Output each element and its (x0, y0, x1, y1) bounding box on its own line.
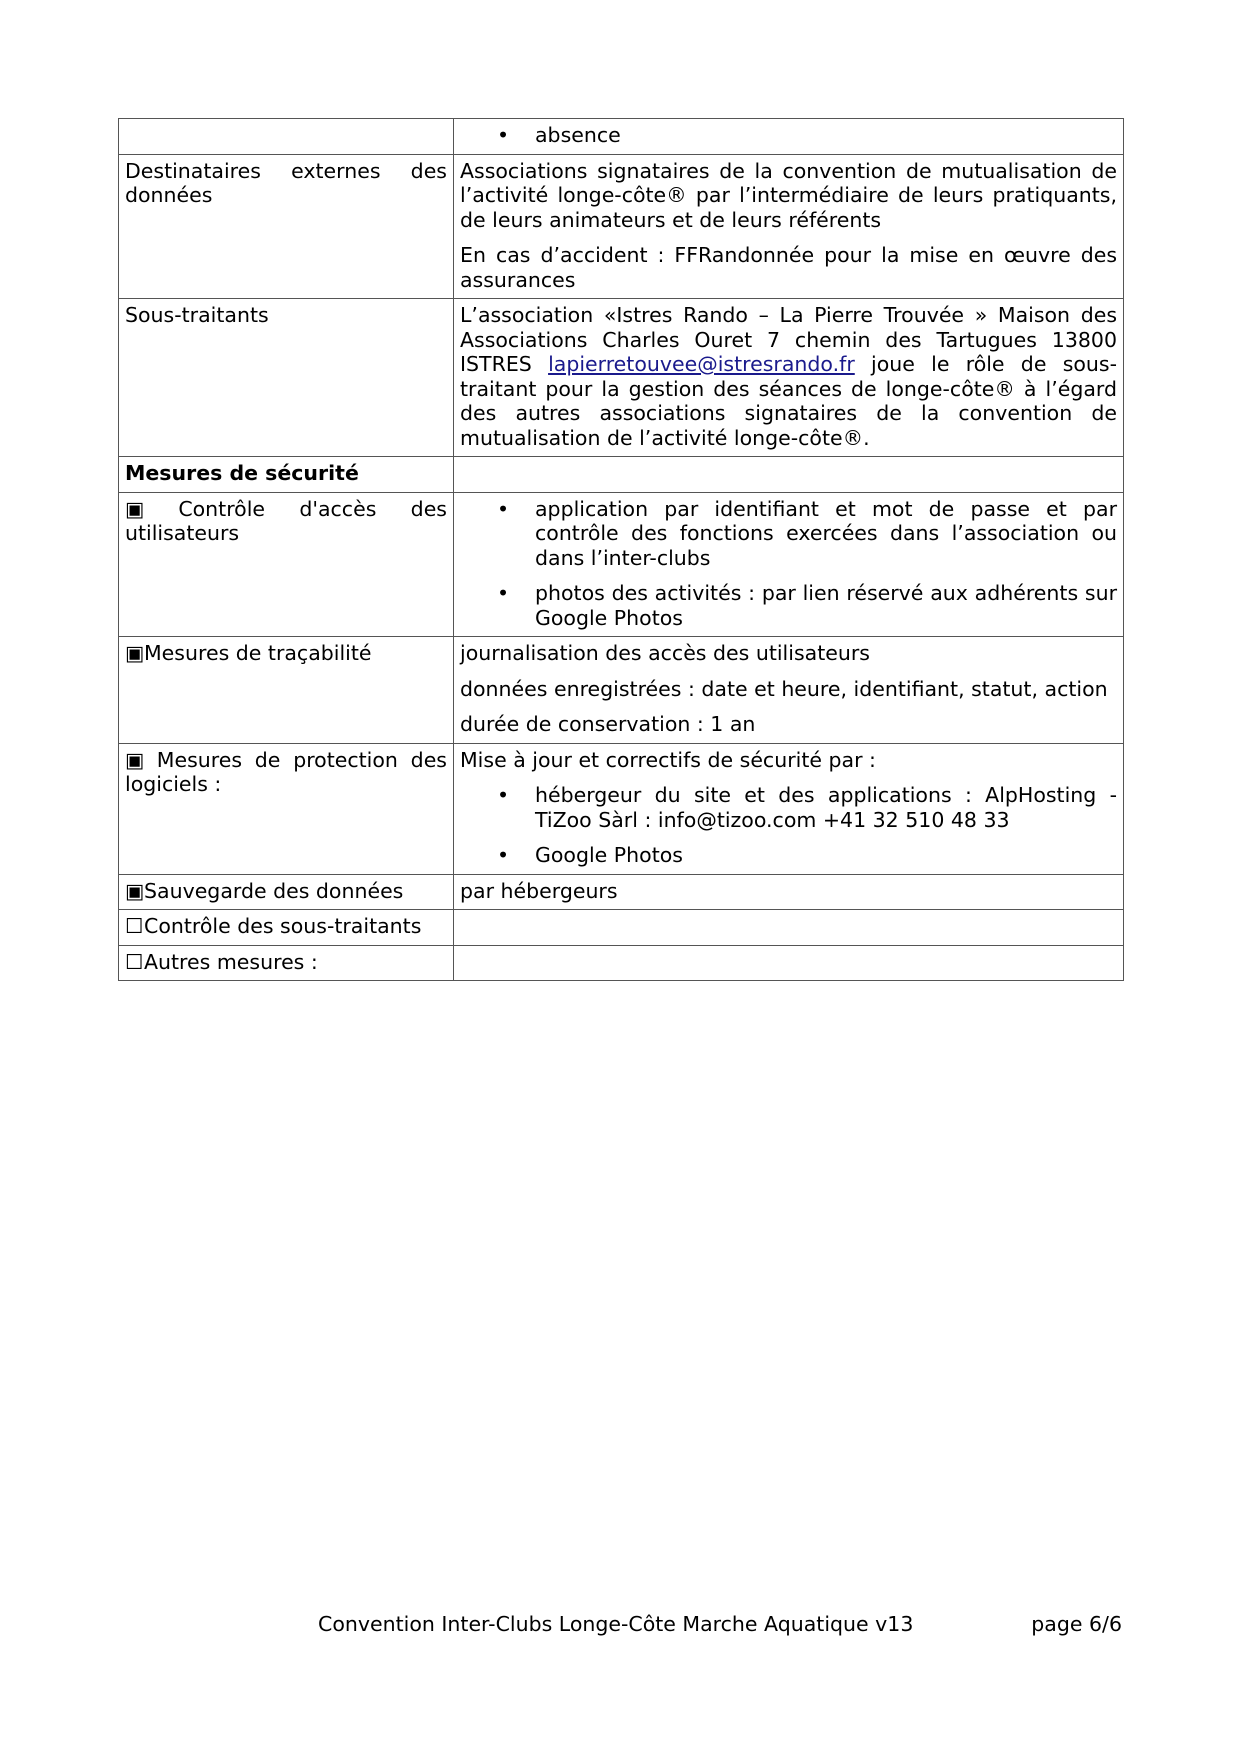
checkbox-checked-icon: ▣ (125, 641, 145, 665)
checkbox-empty-icon: ☐ (125, 949, 144, 974)
sauvegarde-value: par hébergeurs (460, 878, 618, 903)
label-cell (119, 154, 454, 299)
label-cell (119, 299, 454, 457)
value-cell (454, 299, 1124, 457)
list-item: • photos des activités : par lien réservé aux adhérents sur Google Photos (460, 581, 1117, 630)
value-cell (454, 743, 1124, 874)
table-row (119, 492, 1124, 637)
list-item: • Google Photos (460, 843, 1117, 868)
label-cell (119, 637, 454, 744)
tracabilite-label: Mesures de traçabilité (144, 641, 372, 665)
protection-intro: Mise à jour et correctifs de sécurité par : (460, 747, 876, 772)
label-cell (119, 874, 454, 910)
checkbox-empty-icon: ☐ (125, 914, 144, 938)
value-cell (454, 119, 1124, 155)
destinataires-paragraph-1: Associations signataires de la convention de mutualisation de l’activité longe-côte® par l’intermédiaire de leurs pratiquants, de leurs animateurs et de leurs référents (460, 158, 1117, 232)
footer-title: Convention Inter-Clubs Longe-Côte Marche Aquatique v13 (318, 1612, 914, 1636)
table-row (119, 119, 1124, 155)
empty-cell (454, 910, 1124, 946)
value-cell (454, 492, 1124, 637)
label-cell (119, 457, 454, 493)
table-row (119, 637, 1124, 744)
table-row (119, 457, 1124, 493)
controle-acces-label: Contrôle d'accès des utilisateurs (125, 496, 447, 545)
empty-cell (119, 119, 454, 155)
sous-traitants-label: Sous-traitants (125, 303, 269, 327)
table-row (119, 945, 1124, 981)
sous-traitants-text-after: joue le rôle de sous-traitant pour la gestion des séances de longe-côte® à l’égard des autres associations signataires de la convention de mutualisation de l’activité longe-côte®. (460, 352, 1117, 450)
email-link[interactable]: lapierretouvee@istresrando.fr (548, 352, 855, 376)
tracabilite-paragraph-1: journalisation des accès des utilisateurs (460, 641, 870, 665)
protection-label: Mesures de protection des logiciels : (125, 747, 447, 796)
table-row (119, 910, 1124, 946)
value-cell (454, 637, 1124, 744)
controle-sous-traitants-label: Contrôle des sous-traitants (144, 914, 422, 938)
checkbox-checked-icon: ▣ (125, 878, 145, 903)
label-cell (119, 743, 454, 874)
label-cell (119, 910, 454, 946)
table-row (119, 154, 1124, 299)
sauvegarde-label: Sauvegarde des données (144, 878, 404, 903)
table-row (119, 743, 1124, 874)
footer-page-number: page 6/6 (1031, 1612, 1122, 1636)
sous-traitants-text-before: L’association «Istres Rando – La Pierre Trouvée » Maison des Associations Charles Ouret 7 chemin des Tartugues 13800 ISTRES (460, 303, 1117, 376)
section-heading: Mesures de sécurité (125, 461, 359, 485)
list-item: • hébergeur du site et des applications : AlpHosting - TiZoo Sàrl : info@tizoo.com +41 32 510 48 33 (460, 783, 1117, 832)
list-item: • application par identifiant et mot de passe et par contrôle des fonctions exercées dans l’association ou dans l’inter-clubs (460, 497, 1117, 571)
empty-cell (454, 457, 1124, 493)
value-cell (454, 154, 1124, 299)
sous-traitants-paragraph (460, 303, 1117, 450)
checkbox-checked-icon: ▣ (125, 496, 145, 521)
autres-mesures-label: Autres mesures : (144, 949, 318, 974)
tracabilite-paragraph-3: durée de conservation : 1 an (460, 712, 756, 736)
table-row (119, 299, 1124, 457)
list-item: • absence (460, 123, 1117, 148)
destinataires-paragraph-2: En cas d’accident : FFRandonnée pour la mise en œuvre des assurances (460, 243, 1117, 292)
table-row (119, 874, 1124, 910)
label-cell (119, 492, 454, 637)
checkbox-checked-icon: ▣ (125, 747, 145, 772)
destinataires-label: Destinataires externes des données (125, 158, 447, 207)
security-table (118, 118, 1124, 981)
tracabilite-paragraph-2: données enregistrées : date et heure, identifiant, statut, action (460, 676, 1108, 701)
value-cell (454, 874, 1124, 910)
empty-cell (454, 945, 1124, 981)
label-cell (119, 945, 454, 981)
